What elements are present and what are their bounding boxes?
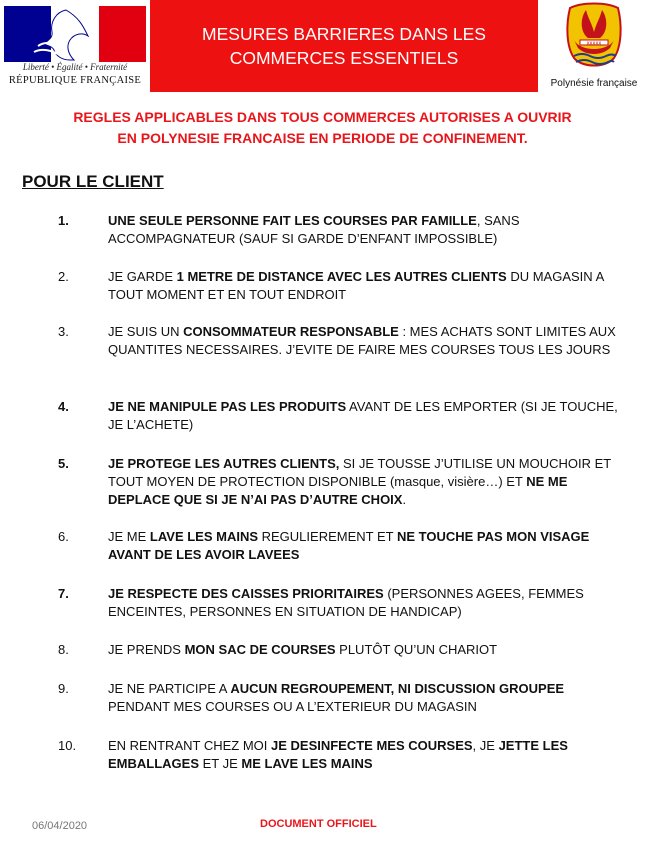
- rule-text-segment: PENDANT MES COURSES OU A L’EXTERIEUR DU MAGASIN: [108, 699, 477, 714]
- subtitle-line-1: REGLES APPLICABLES DANS TOUS COMMERCES AUTORISES A OUVRIR: [73, 109, 572, 125]
- rule-number: 2.: [58, 269, 69, 284]
- rule-text-bold: JE RESPECTE DES CAISSES PRIORITAIRES: [108, 586, 384, 601]
- rule-text: [108, 455, 626, 509]
- rule-text-segment: (PERSONNES AGEES, FEMMES ENCEINTES, PERSONNES EN SITUATION DE HANDICAP): [108, 586, 584, 619]
- title-banner: [150, 0, 538, 92]
- rule-number: 3.: [58, 324, 69, 339]
- official-document-label: DOCUMENT OFFICIEL: [260, 818, 377, 830]
- rule-text-bold: CONSOMMATEUR RESPONSABLE: [183, 324, 399, 339]
- banner-line-1: MESURES BARRIERES DANS LES: [202, 24, 486, 44]
- banner-line-2: COMMERCES ESSENTIELS: [229, 48, 459, 68]
- rule-text-segment: PLUTÔT QU’UN CHARIOT: [335, 642, 498, 657]
- rule-text-segment: JE PRENDS: [108, 642, 185, 657]
- polynesie-francaise-logo: [546, 2, 642, 94]
- rule-text-segment: ET JE: [199, 756, 242, 771]
- rule-text-segment: JE GARDE: [108, 269, 177, 284]
- rule-text-segment: JE ME: [108, 529, 150, 544]
- rule-text: [108, 680, 626, 716]
- rule-text: [108, 212, 626, 248]
- polynesia-emblem-icon: [556, 2, 632, 76]
- rule-text: [108, 398, 626, 434]
- rule-number: 8.: [58, 642, 69, 657]
- rule-text-bold: NE TOUCHE PAS MON VISAGE AVANT DE LES AVOIR LAVEES: [108, 529, 590, 562]
- section-title: POUR LE CLIENT: [22, 172, 164, 191]
- subtitle-line-2: EN POLYNESIE FRANCAISE EN PERIODE DE CONFINEMENT.: [117, 130, 528, 146]
- rule-text-bold: LAVE LES MAINS: [149, 529, 259, 544]
- republic-motto: Liberté • Égalité • Fraternité: [22, 62, 128, 72]
- republique-francaise-logo: [4, 6, 146, 90]
- rule-number: 1.: [58, 213, 69, 228]
- rule-number: 7.: [58, 586, 69, 601]
- rule-text-segment: , JE: [472, 738, 499, 753]
- rule-text-segment: , SANS ACCOMPAGNATEUR (SAUF SI GARDE D’ENFANT IMPOSSIBLE): [108, 213, 520, 246]
- rule-text-bold: MON SAC DE COURSES: [184, 642, 336, 657]
- rule-text: [108, 528, 626, 564]
- republic-name: RÉPUBLIQUE FRANÇAISE: [8, 75, 142, 86]
- rule-number: 10.: [58, 738, 77, 753]
- rule-text-segment: SI JE TOUSSE J’UTILISE UN MOUCHOIR ET TOUT MOYEN DE PROTECTION DISPONIBLE (masque, visière…) ET: [108, 456, 611, 489]
- svg-text:xxxxx: xxxxx: [586, 40, 602, 47]
- rule-text-bold: ME LAVE LES MAINS: [241, 756, 373, 771]
- rule-text-segment: REGULIEREMENT ET: [258, 529, 397, 544]
- marianne-flag-icon: [4, 6, 146, 62]
- rule-text: [108, 737, 626, 773]
- rule-number: 6.: [58, 529, 69, 544]
- rule-text-bold: JE PROTEGE LES AUTRES CLIENTS,: [108, 456, 340, 471]
- polynesia-label: Polynésie française: [550, 78, 638, 89]
- rule-number: 5.: [58, 456, 69, 471]
- rule-text-segment: JE SUIS UN: [108, 324, 184, 339]
- document-date: 06/04/2020: [32, 820, 88, 832]
- rule-text-segment: .: [402, 492, 407, 507]
- rule-text: [108, 323, 626, 359]
- rule-text-bold: JE DESINFECTE MES COURSES: [271, 738, 473, 753]
- rule-text-segment: EN RENTRANT CHEZ MOI: [108, 738, 271, 753]
- rule-text-segment: JE NE PARTICIPE A: [108, 681, 231, 696]
- subtitle: [20, 107, 625, 149]
- rule-text-bold: JETTE LES EMBALLAGES: [108, 738, 568, 771]
- rule-text-bold: NE ME DEPLACE QUE SI JE N’AI PAS D’AUTRE CHOIX: [108, 474, 568, 507]
- rule-text-segment: DU MAGASIN A TOUT MOMENT ET EN TOUT ENDROIT: [108, 269, 604, 302]
- rule-text-bold: UNE SEULE PERSONNE FAIT LES COURSES PAR FAMILLE: [108, 213, 477, 228]
- rule-text: [108, 641, 626, 659]
- rule-text-segment: : MES ACHATS SONT LIMITES AUX QUANTITES NECESSAIRES. J’EVITE DE FAIRE MES COURSES TOUS LES JOURS: [108, 324, 616, 357]
- rule-text-bold: AUCUN REGROUPEMENT, NI DISCUSSION GROUPEE: [230, 681, 565, 696]
- rule-text-bold: 1 METRE DE DISTANCE AVEC LES AUTRES CLIENTS: [176, 269, 507, 284]
- rule-text: [108, 268, 626, 304]
- rule-text: [108, 585, 626, 621]
- rule-number: 4.: [58, 399, 69, 414]
- rule-number: 9.: [58, 681, 69, 696]
- rule-text-segment: AVANT DE LES EMPORTER (SI JE TOUCHE, JE L’ACHETE): [108, 399, 618, 432]
- rule-text-bold: JE NE MANIPULE PAS LES PRODUITS: [108, 399, 347, 414]
